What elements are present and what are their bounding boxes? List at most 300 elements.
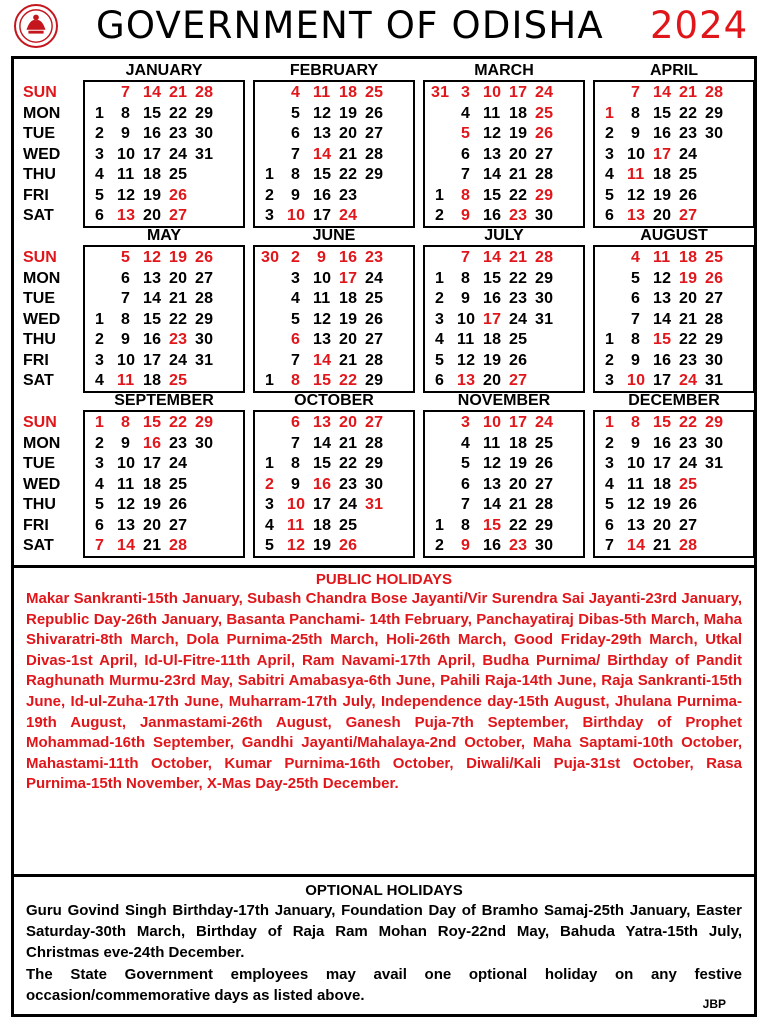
day-name-mon: MON [23,434,61,452]
date-cell: 10 [627,372,646,389]
date-cell: 27 [535,145,554,163]
date-cell: 1 [605,331,615,348]
date-cell: 31 [195,351,214,369]
calendar-frame [11,56,757,1017]
date-cell: 8 [461,516,471,534]
date-cell: 22 [509,186,528,204]
date-cell: 2 [605,125,615,142]
date-cell: 14 [483,496,502,513]
date-cell: 13 [313,414,332,431]
date-cell: 11 [117,475,135,493]
date-cell: 6 [461,475,471,493]
date-cell: 9 [461,537,471,554]
date-cell: 21 [653,537,672,554]
date-cell: 28 [365,351,384,369]
day-name-mon: MON [23,104,61,122]
date-cell: 6 [605,516,615,534]
date-cell: 3 [265,496,275,513]
date-cell: 11 [313,84,331,101]
date-cell: 30 [195,434,214,452]
date-cell: 9 [121,331,131,348]
date-cell: 2 [291,249,301,266]
day-name-thu: THU [23,166,56,183]
public-holidays-text: Makar Sankranti-15th January, Subash Chandra Bose Jayanti/Vir Surendra Sai Jayanti-23rd January, Republic Day-26th January, Basanta Panchami- 14th February, Panchayatiraj Dibas-5th March, Maha Shivaratri-8th March, Dola Purnima-25th March, Holi-26th March, Good Friday-29th March, Utkal Divas-1st April, Id-Ul-Fitre-11th April, Ram Navami-17th April, Budha Purnima/ Birthday of Pandit Raghunath Murmu-23rd May, Sabitri Amabasya-6th June, Pahili Raja-14th June, Raja Sankranti-15th June, Id-ul-Zuha-17th June, Muharram-17th July, Independence day-15th August, Jhulana Purnima-19th August, Janmastami-26th August, Ganesh Puja-7th September, Birthday of Prophet Mohammad-16th September, Gandhi Jayanti/Mahalaya-2nd October, Maha Saptami-10th October, Mahastami-11th October, Kumar Purnima-16th October, Diwali/Kali Puja-31st October, Rasa Purnima-15th November, X-Mas Day-25th December. [26,590,742,793]
date-cell: 3 [95,351,105,369]
date-cell: 28 [535,496,554,513]
month-grid [593,410,755,558]
date-cell: 24 [339,496,358,513]
date-cell: 24 [365,269,384,287]
date-cell: 15 [313,372,332,389]
date-cell: 18 [339,290,358,307]
date-cell: 10 [313,269,332,287]
date-cell: 9 [291,186,301,204]
date-cell: 6 [291,125,301,142]
date-cell: 27 [535,475,554,493]
date-cell: 20 [169,269,188,287]
day-name-mon: MON [23,269,61,287]
date-cell: 9 [461,290,471,307]
date-cell: 8 [631,104,641,122]
date-cell: 6 [95,207,105,224]
date-cell: 7 [461,249,471,266]
month-grid [83,245,245,393]
date-cell: 15 [653,414,672,431]
date-cell: 1 [435,269,445,287]
date-cell: 14 [143,290,162,307]
date-cell: 26 [705,269,724,287]
optional-holidays-text: Guru Govind Singh Birthday-17th January, Foundation Day of Bramho Samaj-25th January, Easter Saturday-30th March, Birthday of Raja Ram Mohan Roy-22nd May, Bahuda Yatra-15th July, Christmas eve-24th December. [26,902,742,961]
date-cell: 11 [483,104,501,122]
date-cell: 4 [461,104,471,122]
date-cell: 12 [313,104,332,122]
date-cell: 10 [117,455,136,472]
date-cell: 22 [679,414,698,431]
date-cell: 31 [195,145,214,163]
date-cell: 31 [431,84,450,101]
date-cell: 8 [291,455,301,472]
date-cell: 13 [483,145,502,163]
date-cell: 18 [509,434,528,452]
date-cell: 21 [509,249,528,266]
month-title: JUNE [312,227,356,244]
date-cell: 4 [291,290,301,307]
date-cell: 14 [653,84,672,101]
day-name-sat: SAT [23,537,54,554]
date-cell: 27 [509,372,528,389]
date-cell: 18 [653,475,672,493]
date-cell: 22 [679,331,698,348]
date-cell: 11 [457,331,475,348]
date-cell: 5 [265,537,275,554]
date-cell: 4 [631,249,641,266]
date-cell: 1 [435,516,445,534]
date-cell: 11 [117,372,135,389]
date-cell: 9 [121,434,131,452]
date-cell: 26 [679,186,698,204]
date-cell: 20 [653,516,672,534]
date-cell: 18 [143,475,162,493]
date-cell: 3 [461,84,471,101]
date-cell: 18 [679,249,698,266]
date-cell: 29 [365,372,384,389]
date-cell: 8 [291,166,301,183]
date-cell: 13 [117,516,136,534]
date-cell: 17 [653,145,672,163]
date-cell: 24 [169,145,188,163]
date-cell: 6 [95,516,105,534]
date-cell: 30 [195,331,214,348]
date-cell: 10 [287,207,306,224]
day-name-thu: THU [23,331,56,348]
date-cell: 15 [313,166,332,183]
date-cell: 5 [605,186,615,204]
date-cell: 4 [95,372,105,389]
date-cell: 1 [605,104,615,122]
date-cell: 3 [95,455,105,472]
date-cell: 17 [313,496,332,513]
optional-holidays-note: The State Government employees may avail one optional holiday on any festive occasion/commemorative days as listed above. [26,966,742,1004]
date-cell: 29 [535,186,554,204]
date-cell: 4 [435,331,445,348]
date-cell: 14 [653,310,672,328]
month-grid [253,245,415,393]
date-cell: 30 [261,249,280,266]
date-cell: 11 [117,166,135,183]
date-cell: 29 [705,104,724,122]
date-cell: 23 [169,434,188,452]
day-name-fri: FRI [23,186,49,204]
date-cell: 12 [653,269,672,287]
date-cell: 5 [121,249,131,266]
day-name-tue: TUE [23,290,55,307]
date-cell: 9 [317,249,327,266]
date-cell: 24 [339,207,358,224]
date-cell: 27 [169,207,188,224]
date-cell: 25 [679,475,698,493]
date-cell: 28 [535,249,554,266]
date-cell: 7 [95,537,105,554]
date-cell: 5 [291,104,301,122]
date-cell: 29 [195,104,214,122]
date-cell: 12 [143,249,162,266]
day-name-fri: FRI [23,516,49,534]
day-name-wed: WED [23,145,61,163]
date-cell: 27 [705,290,724,307]
date-cell: 22 [169,414,188,431]
date-cell: 15 [143,310,162,328]
date-cell: 14 [483,249,502,266]
date-cell: 13 [627,516,646,534]
date-cell: 10 [483,414,502,431]
date-cell: 19 [653,496,672,513]
date-cell: 16 [653,125,672,142]
date-cell: 22 [339,166,358,183]
date-cell: 22 [509,516,528,534]
date-cell: 2 [605,351,615,369]
date-cell: 12 [117,186,136,204]
date-cell: 22 [339,455,358,472]
date-cell: 7 [605,537,615,554]
date-cell: 26 [535,125,554,142]
date-cell: 10 [117,351,136,369]
date-cell: 5 [291,310,301,328]
date-cell: 16 [483,207,502,224]
date-cell: 20 [339,331,358,348]
date-cell: 26 [169,186,188,204]
date-cell: 6 [121,269,131,287]
date-cell: 22 [509,269,528,287]
date-cell: 14 [117,537,136,554]
month-grid [423,80,585,228]
month-grid [83,80,245,228]
date-cell: 10 [117,145,136,163]
date-cell: 3 [265,207,275,224]
date-cell: 2 [265,186,275,204]
date-cell: 22 [169,310,188,328]
date-cell: 17 [313,207,332,224]
date-cell: 25 [169,166,188,183]
date-cell: 2 [605,434,615,452]
date-cell: 13 [627,207,646,224]
date-cell: 2 [95,125,105,142]
date-cell: 18 [143,372,162,389]
date-cell: 14 [627,537,646,554]
date-cell: 2 [435,537,445,554]
date-cell: 27 [679,207,698,224]
date-cell: 17 [339,269,358,287]
day-name-sat: SAT [23,372,54,389]
date-cell: 18 [653,166,672,183]
date-cell: 25 [535,104,554,122]
date-cell: 24 [509,310,528,328]
month-title: MAY [146,227,182,244]
date-cell: 30 [705,434,724,452]
date-cell: 19 [653,186,672,204]
month-title: MARCH [474,62,534,79]
date-cell: 1 [605,414,615,431]
date-cell: 10 [287,496,306,513]
date-cell: 20 [653,207,672,224]
date-cell: 28 [195,290,214,307]
date-cell: 20 [483,372,502,389]
date-cell: 8 [121,104,131,122]
date-cell: 5 [435,351,445,369]
date-cell: 28 [365,434,384,452]
date-cell: 20 [509,475,528,493]
date-cell: 19 [143,186,162,204]
date-cell: 9 [461,207,471,224]
optional-holidays-title: OPTIONAL HOLIDAYS [305,882,463,899]
date-cell: 17 [143,455,162,472]
date-cell: 17 [143,351,162,369]
date-cell: 29 [535,516,554,534]
date-cell: 12 [627,496,646,513]
date-cell: 13 [457,372,476,389]
date-cell: 5 [461,125,471,142]
date-cell: 16 [653,434,672,452]
date-cell: 26 [339,537,358,554]
calendar-grid [14,59,754,565]
date-cell: 3 [605,145,615,163]
date-cell: 16 [653,351,672,369]
date-cell: 21 [509,496,528,513]
date-cell: 10 [457,310,476,328]
date-cell: 3 [461,414,471,431]
date-cell: 29 [535,269,554,287]
month-title: FEBRUARY [289,62,379,79]
date-cell: 30 [535,207,554,224]
date-cell: 21 [339,434,358,452]
date-cell: 7 [291,145,301,163]
month-grid [253,80,415,228]
date-cell: 25 [509,331,528,348]
date-cell: 31 [535,310,554,328]
date-cell: 19 [339,310,358,328]
date-cell: 13 [143,269,162,287]
date-cell: 28 [705,84,724,101]
date-cell: 30 [705,351,724,369]
date-cell: 11 [287,516,305,534]
month-grid [593,80,755,228]
date-cell: 4 [95,166,105,183]
date-cell: 9 [291,475,301,493]
date-cell: 6 [461,145,471,163]
date-cell: 18 [143,166,162,183]
date-cell: 1 [435,186,445,204]
day-name-sun: SUN [23,84,57,101]
date-cell: 24 [169,351,188,369]
date-cell: 23 [679,434,698,452]
date-cell: 19 [509,455,528,472]
date-cell: 30 [705,125,724,142]
date-cell: 31 [705,455,724,472]
date-cell: 4 [291,84,301,101]
date-cell: 19 [339,104,358,122]
day-name-sun: SUN [23,249,57,266]
date-cell: 23 [169,125,188,142]
date-cell: 31 [705,372,724,389]
date-cell: 8 [121,414,131,431]
date-cell: 19 [143,496,162,513]
date-cell: 24 [679,455,698,472]
date-cell: 15 [313,455,332,472]
date-cell: 11 [313,290,331,307]
page-header [0,0,768,58]
date-cell: 13 [483,475,502,493]
date-cell: 7 [461,496,471,513]
date-cell: 15 [143,414,162,431]
date-cell: 17 [509,84,528,101]
date-cell: 5 [605,496,615,513]
date-cell: 19 [169,249,188,266]
month-title: JANUARY [125,62,203,79]
date-cell: 21 [143,537,162,554]
date-cell: 8 [631,331,641,348]
date-cell: 26 [195,249,214,266]
date-cell: 21 [169,84,188,101]
date-cell: 19 [679,269,698,287]
date-cell: 7 [121,290,131,307]
day-name-tue: TUE [23,125,55,142]
date-cell: 28 [365,145,384,163]
date-cell: 23 [509,537,528,554]
date-cell: 18 [509,104,528,122]
date-cell: 12 [287,537,306,554]
date-cell: 23 [339,186,358,204]
date-cell: 20 [143,516,162,534]
month-title: AUGUST [640,227,708,244]
date-cell: 29 [195,414,214,431]
date-cell: 20 [509,145,528,163]
month-title: JULY [484,227,524,244]
date-cell: 27 [195,269,214,287]
month-title: NOVEMBER [457,392,551,409]
date-cell: 20 [339,414,358,431]
date-cell: 7 [631,84,641,101]
date-cell: 25 [365,84,384,101]
date-cell: 7 [461,166,471,183]
date-cell: 13 [313,125,332,142]
day-name-wed: WED [23,310,61,328]
date-cell: 25 [339,516,358,534]
date-cell: 3 [605,455,615,472]
date-cell: 29 [195,310,214,328]
date-cell: 24 [535,414,554,431]
date-cell: 2 [265,475,275,493]
date-cell: 11 [627,166,645,183]
date-cell: 6 [435,372,445,389]
date-cell: 21 [339,145,358,163]
odisha-emblem-icon [14,4,58,48]
date-cell: 7 [631,310,641,328]
optional-holidays-section [14,874,754,1014]
day-name-sun: SUN [23,414,57,431]
date-cell: 11 [483,434,501,452]
date-cell: 25 [679,166,698,183]
date-cell: 11 [653,249,671,266]
date-cell: 7 [291,351,301,369]
date-cell: 3 [435,310,445,328]
date-cell: 16 [143,331,162,348]
date-cell: 4 [605,475,615,493]
date-cell: 1 [265,455,275,472]
date-cell: 16 [313,186,332,204]
date-cell: 12 [483,455,502,472]
public-holidays-section [14,565,754,872]
public-holidays-title: PUBLIC HOLIDAYS [315,571,453,588]
date-cell: 1 [95,414,105,431]
date-cell: 25 [169,475,188,493]
date-cell: 23 [509,207,528,224]
date-cell: 14 [313,434,332,452]
date-cell: 20 [143,207,162,224]
date-cell: 15 [143,104,162,122]
day-name-thu: THU [23,496,56,513]
date-cell: 1 [265,166,275,183]
date-cell: 28 [535,166,554,183]
date-cell: 17 [653,372,672,389]
date-cell: 5 [461,455,471,472]
day-name-sat: SAT [23,207,54,224]
date-cell: 27 [679,516,698,534]
date-cell: 25 [705,249,724,266]
date-cell: 5 [95,186,105,204]
date-cell: 17 [143,145,162,163]
date-cell: 20 [679,290,698,307]
date-cell: 1 [95,310,105,328]
day-name-fri: FRI [23,351,49,369]
